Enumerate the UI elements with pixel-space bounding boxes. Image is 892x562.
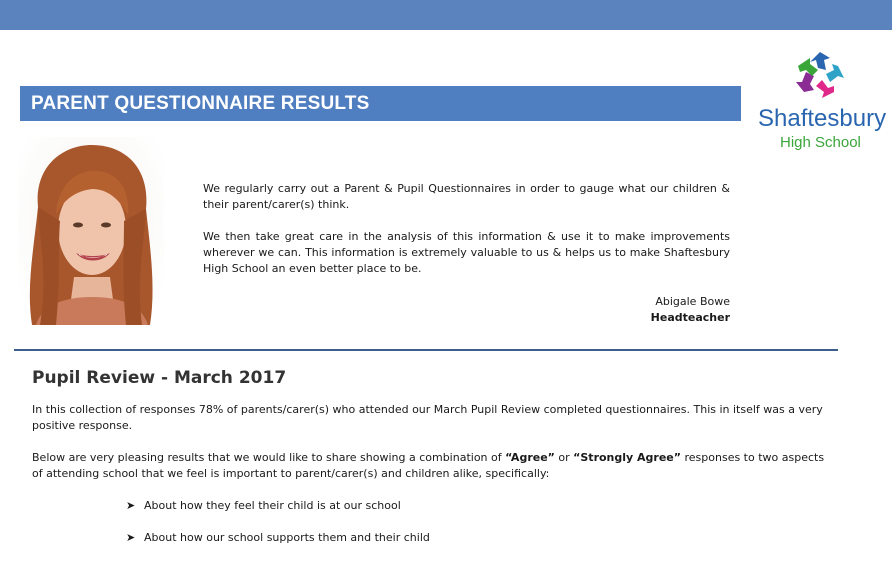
list-item	[126, 530, 626, 546]
paragraph-2-start: Below are very pleasing results that we would like to share showing a combination of	[32, 451, 506, 464]
list-item	[126, 498, 626, 514]
arrow-bullet-icon: ➤	[126, 499, 136, 512]
signature	[560, 294, 730, 326]
signature-name: Abigale Bowe	[655, 295, 730, 308]
paragraph-2-end: responses to two aspects of attending school that we feel is important to parent/carer(s) and children alike, specifically:	[32, 451, 825, 480]
list-item-text: About how our school supports them and their child	[144, 531, 430, 544]
arrow-bullet-icon: ➤	[126, 531, 136, 544]
top-band	[0, 0, 892, 30]
arrows-star-logo-icon	[790, 48, 850, 104]
or-label: or	[554, 451, 574, 464]
agree-label: “Agree”	[505, 451, 555, 464]
school-logo	[752, 48, 892, 158]
headteacher-photo	[18, 137, 164, 325]
intro-paragraph-1: We regularly carry out a Parent & Pupil Questionnaires in order to gauge what our children & their parent/carer(s) think.	[203, 182, 730, 211]
page-title-bar	[20, 86, 741, 121]
logo-name: Shaftesbury	[758, 105, 887, 132]
strongly-agree-label: “Strongly Agree”	[573, 451, 681, 464]
section-paragraph-2	[32, 450, 832, 482]
section-divider	[14, 349, 838, 351]
intro-paragraph-2: We then take great care in the analysis of this information & use it to make improvements wherever we can. This information is extremely valuable to us & helps us to make Shaftesbury High School an even better place to be.	[203, 230, 730, 275]
portrait-image	[18, 137, 164, 325]
page-title: PARENT QUESTIONNAIRE RESULTS	[31, 92, 370, 114]
logo-subtitle: High School	[780, 134, 861, 151]
intro-text	[203, 181, 730, 293]
list-item-text: About how they feel their child is at our school	[144, 499, 401, 512]
section-paragraph-1: In this collection of responses 78% of parents/carer(s) who attended our March Pupil Review completed questionnaires. This in itself was a very positive response.	[32, 403, 823, 432]
signature-role: Headteacher	[650, 311, 730, 324]
aspects-list	[126, 498, 626, 562]
section-title: Pupil Review - March 2017	[32, 368, 287, 388]
section-body	[32, 402, 832, 498]
